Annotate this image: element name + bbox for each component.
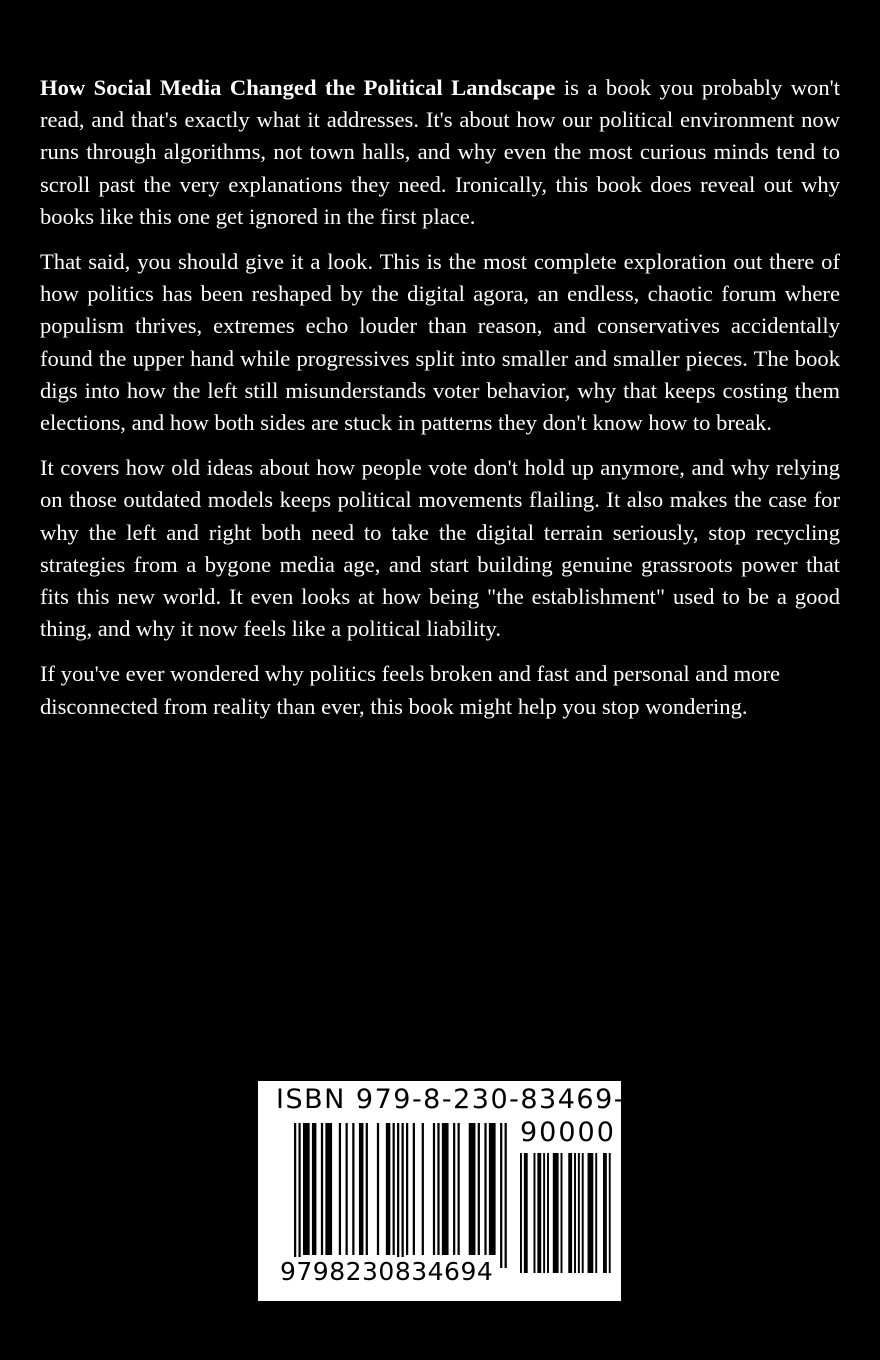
ean-bar [346, 1123, 348, 1255]
addon-bar [609, 1153, 611, 1273]
book-title: How Social Media Changed the Political Landscape [40, 75, 556, 100]
blurb-paragraph-1-text: is a book you probably won't read, and that's exactly what it addresses. It's about how our political environment now runs through algorithms, not town halls, and why even the most curious minds tend to scroll past the very explanations they need. Ironically, this book does reveal out why books like this one get ignored in the first place. [40, 75, 840, 229]
addon-bar [561, 1153, 563, 1273]
ean-bar [312, 1123, 316, 1255]
ean-bar [393, 1123, 395, 1255]
addon-bar [578, 1153, 580, 1273]
ean-bar [458, 1123, 460, 1255]
ean-bar [489, 1123, 496, 1255]
ean-bar [406, 1123, 408, 1255]
guard-bar [294, 1123, 296, 1268]
blurb-paragraph-1 [40, 72, 840, 233]
blurb-paragraph-4: If you've ever wondered why politics feels broken and fast and personal and more disconnected from reality than ever, this book might help you stop wondering. [40, 661, 781, 719]
ean-bar [422, 1123, 424, 1255]
addon-bar [582, 1153, 584, 1273]
ean-bar [453, 1123, 455, 1255]
addon-bar [588, 1153, 594, 1273]
addon-bar [537, 1153, 541, 1273]
ean-bar [339, 1123, 341, 1255]
addon-bar [547, 1153, 549, 1273]
ean-bar [386, 1123, 390, 1255]
ean-bar [359, 1123, 363, 1255]
ean-bar [469, 1123, 476, 1255]
guard-bar [402, 1123, 404, 1268]
ean-bar [377, 1123, 379, 1255]
guard-bar [500, 1123, 502, 1268]
blurb-paragraph-2: That said, you should give it a look. This is the most complete exploration out there of how politics has been reshaped by the digital agora, an endless, chaotic forum where populism thrives, extremes echo louder than reason, and conservatives accidentally found the upper hand while progressives split into smaller and smaller pieces. The book digs into how the left still misunderstands voter behavior, why that keeps costing them elections, and how both sides are stuck in patterns they don't know how to break. [40, 249, 840, 436]
ean-bar [325, 1123, 332, 1255]
ean-bar [442, 1123, 449, 1255]
ean-bar [366, 1123, 368, 1255]
ean-bar [352, 1123, 354, 1255]
cover-blurb [40, 72, 840, 736]
addon-bar [524, 1153, 528, 1273]
addon-bar [595, 1153, 597, 1273]
addon-bar [543, 1153, 545, 1273]
guard-bar [298, 1123, 300, 1268]
isbn-barcode [258, 1081, 644, 1301]
addon-bar [520, 1153, 522, 1273]
addon-bar [574, 1153, 576, 1273]
ean-bar [484, 1123, 486, 1255]
ean-bar [321, 1123, 323, 1255]
ean-bar [303, 1123, 310, 1255]
ean-bar [478, 1123, 480, 1255]
ean-bar [413, 1123, 415, 1255]
isbn-label: ISBN 979-8-230-83469-4 [276, 1084, 644, 1115]
ean-bar [433, 1123, 435, 1255]
guard-bar [397, 1123, 399, 1268]
addon-bar [603, 1153, 607, 1273]
addon-bar [568, 1153, 572, 1273]
addon-bar [553, 1153, 559, 1273]
addon-bar [534, 1153, 536, 1273]
ean-bar [437, 1123, 439, 1255]
ean-digits: 9798230834694 [280, 1257, 494, 1286]
price-code: 90000 [520, 1117, 616, 1148]
blurb-paragraph-3: It covers how old ideas about how people vote don't hold up anymore, and why relying on those outdated models keeps political movements flailing. It also makes the case for why the left and right both need to take the digital terrain seriously, stop recycling strategies from a bygone media age, and start building genuine grassroots power that fits this new world. It even looks at how being "the establishment" used to be a good thing, and why it now feels like a political liability. [40, 455, 840, 642]
guard-bar [505, 1123, 507, 1268]
